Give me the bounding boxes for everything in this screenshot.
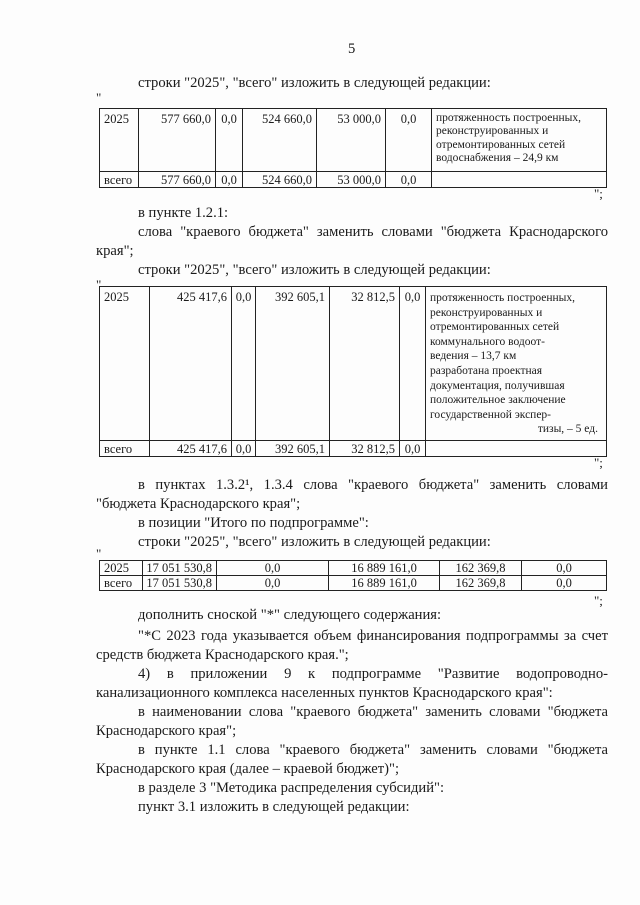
value-cell: 392 605,1 [256, 287, 330, 441]
paragraph: строки "2025", "всего" изложить в следующей редакции: [138, 75, 491, 91]
value-cell: 32 812,5 [330, 287, 400, 441]
total-cell: 17 051 530,8 [143, 576, 217, 591]
value-cell: 0,0 [232, 287, 256, 441]
paragraph: края"; [96, 243, 134, 259]
year-cell: всего [100, 576, 143, 591]
note-cell: протяженность построенных, реконструированных и отремонтированных сетей водоснабжения – 24,9 км [432, 109, 607, 172]
paragraph: пункт 3.1 изложить в следующей редакции: [138, 799, 410, 815]
table-2 [99, 286, 607, 457]
value-cell: 0,0 [232, 441, 256, 457]
paragraph: 4) в приложении 9 к подпрограмме "Развитие водопроводно- [138, 666, 608, 682]
paragraph: канализационного комплекса населенных пунктов Краснодарского края": [96, 685, 553, 701]
close-quote: "; [594, 186, 603, 201]
open-quote: " [96, 546, 102, 561]
value-cell: 0,0 [400, 441, 426, 457]
total-cell: 425 417,6 [150, 441, 232, 457]
value-cell: 32 812,5 [330, 441, 400, 457]
value-cell: 0,0 [522, 576, 607, 591]
paragraph: строки "2025", "всего" изложить в следующей редакции: [138, 262, 491, 278]
value-cell: 0,0 [522, 561, 607, 576]
open-quote: " [96, 277, 102, 292]
close-quote: "; [594, 593, 603, 608]
value-cell: 524 660,0 [243, 109, 317, 172]
value-cell: 53 000,0 [317, 109, 386, 172]
note-cell [426, 287, 607, 441]
value-cell: 162 369,8 [440, 561, 522, 576]
paragraph: "*С 2023 года указывается объем финансирования подпрограммы за счет [138, 628, 608, 644]
note-line: тизы, – 5 ед. [537, 423, 598, 436]
table-1 [99, 108, 607, 188]
total-cell: 577 660,0 [139, 172, 216, 188]
value-cell: 16 889 161,0 [329, 576, 440, 591]
value-cell: 162 369,8 [440, 576, 522, 591]
value-cell: 0,0 [400, 287, 426, 441]
note-line: государственной экспер- [430, 408, 552, 421]
note-line: реконструированных и [430, 306, 543, 319]
table-row [100, 109, 607, 172]
paragraph: в разделе 3 "Методика распределения субсидий": [138, 780, 445, 796]
table-row [100, 441, 607, 457]
note-line: протяженность построенных, [430, 292, 576, 304]
note-cell [432, 172, 607, 188]
close-quote: "; [594, 455, 603, 470]
total-cell: 17 051 530,8 [143, 561, 217, 576]
note-line: ведения – 13,7 км [430, 350, 517, 363]
year-cell: 2025 [100, 109, 139, 172]
open-quote: " [96, 90, 102, 105]
paragraph: Краснодарского края"; [96, 723, 237, 739]
value-cell: 53 000,0 [317, 172, 386, 188]
paragraph: в пункте 1.2.1: [138, 205, 229, 221]
note-line: отремонтированных сетей [430, 321, 560, 334]
table-row [100, 287, 607, 441]
value-cell: 0,0 [217, 561, 329, 576]
note-line: разработана проектная [430, 364, 543, 377]
value-cell: 0,0 [386, 172, 432, 188]
note-cell [426, 441, 607, 457]
year-cell: 2025 [100, 561, 143, 576]
value-cell: 16 889 161,0 [329, 561, 440, 576]
total-cell: 425 417,6 [150, 287, 232, 441]
year-cell: всего [100, 172, 139, 188]
paragraph: в пунктах 1.3.2¹, 1.3.4 слова "краевого бюджета" заменить словами [138, 477, 608, 493]
note-line: документация, получившая [430, 379, 565, 392]
paragraph: в позиции "Итого по подпрограмме": [138, 515, 369, 531]
note-line: положительное заключение [430, 394, 566, 407]
page-number: 5 [348, 41, 356, 57]
paragraph: слова "краевого бюджета" заменить словами "бюджета Краснодарского [138, 224, 608, 240]
paragraph: в наименовании слова "краевого бюджета" заменить словами "бюджета [138, 704, 608, 720]
total-cell: 577 660,0 [139, 109, 216, 172]
year-cell: всего [100, 441, 150, 457]
table-row [100, 576, 607, 591]
paragraph: средств бюджета Краснодарского края."; [96, 647, 349, 663]
value-cell: 524 660,0 [243, 172, 317, 188]
value-cell: 0,0 [217, 576, 329, 591]
paragraph: в пункте 1.1 слова "краевого бюджета" заменить словами "бюджета [138, 742, 608, 758]
paragraph: "бюджета Краснодарского края"; [96, 496, 301, 512]
paragraph: дополнить сноской "*" следующего содержания: [138, 607, 442, 623]
note-line: коммунального водоот- [430, 335, 545, 348]
value-cell: 0,0 [216, 109, 243, 172]
value-cell: 0,0 [216, 172, 243, 188]
value-cell: 392 605,1 [256, 441, 330, 457]
value-cell: 0,0 [386, 109, 432, 172]
year-cell: 2025 [100, 287, 150, 441]
paragraph: строки "2025", "всего" изложить в следующей редакции: [138, 534, 491, 550]
paragraph: Краснодарского края (далее – краевой бюджет)"; [96, 761, 400, 777]
table-row [100, 561, 607, 576]
table-3 [99, 560, 607, 591]
table-row [100, 172, 607, 188]
